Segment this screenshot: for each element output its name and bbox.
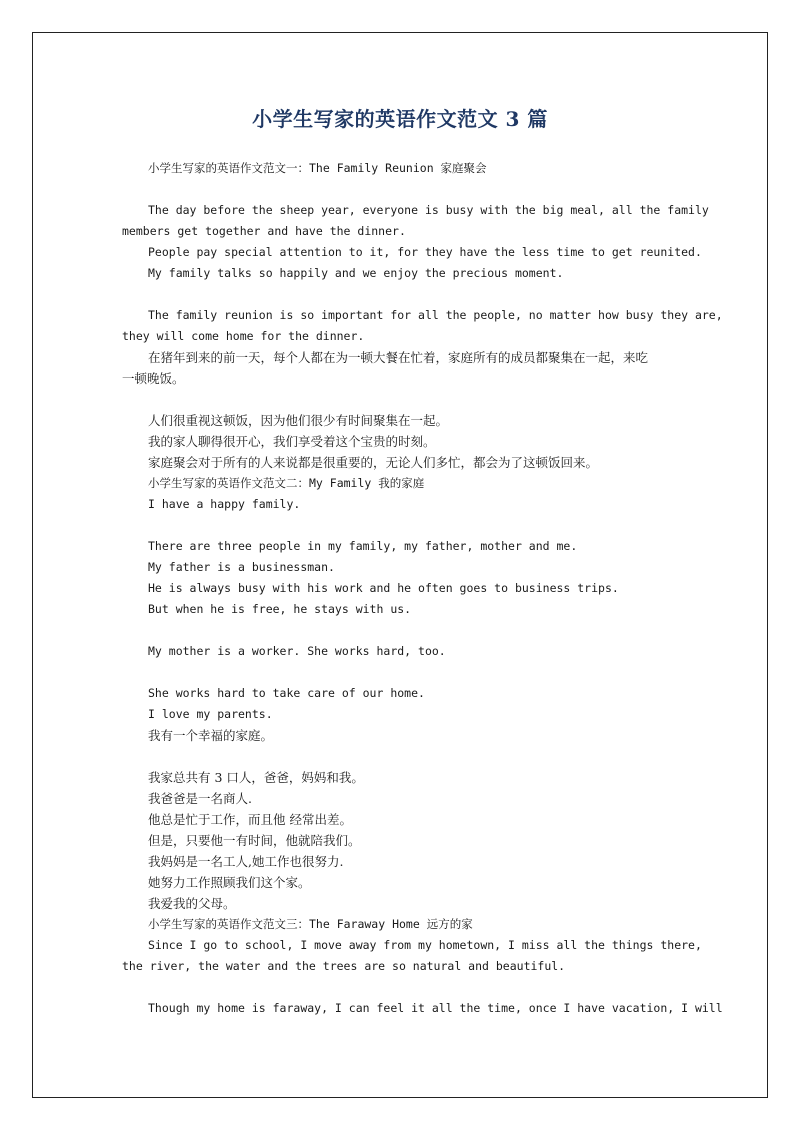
paragraph-line: the river, the water and the trees are so natural and beautiful. [122,959,566,973]
paragraph-line: Since I go to school, I move away from my hometown, I miss all the things there, [148,938,702,952]
paragraph-line: He is always busy with his work and he often goes to business trips. [148,581,619,595]
blank-line [122,662,680,683]
paragraph-line: 我的家人聊得很开心，我们享受着这个宝贵的时刻。 [148,434,436,449]
blank-line [122,179,680,200]
paragraph-line: The family reunion is so important for all the people, no matter how busy they are, [148,308,723,322]
paragraph-line: 小学生写家的英语作文范文一：The Family Reunion 家庭聚会 [148,161,487,175]
paragraph-line: 人们很重视这顿饭，因为他们很少有时间聚集在一起。 [148,413,449,428]
document-body [122,158,723,1019]
blank-line [122,515,680,536]
paragraph-line: People pay special attention to it, for they have the less time to get reunited. [148,245,702,259]
paragraph-line: 一顿晚饭。 [122,371,185,386]
paragraph-line: members get together and have the dinner. [122,224,406,238]
paragraph-line: 我爸爸是一名商人. [148,791,252,806]
paragraph-line: I have a happy family. [148,497,301,511]
blank-line [122,977,680,998]
blank-line [122,284,680,305]
paragraph-line: 家庭聚会对于所有的人来说都是很重要的，无论人们多忙，都会为了这顿饭回来。 [148,455,599,470]
paragraph-line: My family talks so happily and we enjoy the precious moment. [148,266,564,280]
paragraph-line: they will come home for the dinner. [122,329,365,343]
blank-line [122,620,680,641]
paragraph-line: 我家总共有 3 口人，爸爸，妈妈和我。 [148,770,364,785]
blank-line [122,389,680,410]
paragraph-line: But when he is free, he stays with us. [148,602,412,616]
paragraph-line: My mother is a worker. She works hard, too. [148,644,446,658]
paragraph-line: 小学生写家的英语作文范文三：The Faraway Home 远方的家 [148,917,473,931]
paragraph-line: 在猪年到来的前一天，每个人都在为一顿大餐在忙着，家庭所有的成员都聚集在一起，来吃 [148,350,649,365]
paragraph-line: She works hard to take care of our home. [148,686,425,700]
paragraph-line: 我妈妈是一名工人,她工作也很努力. [148,854,344,869]
paragraph-line: The day before the sheep year, everyone is busy with the big meal, all the family [148,203,709,217]
paragraph-line: 他总是忙于工作，而且他 经常出差。 [148,812,352,827]
paragraph-line: 我有一个幸福的家庭。 [148,728,274,743]
paragraph-line: 但是，只要他一有时间，他就陪我们。 [148,833,361,848]
paragraph-line: There are three people in my family, my father, mother and me. [148,539,578,553]
paragraph-line: 小学生写家的英语作文范文二：My Family 我的家庭 [148,476,425,490]
paragraph-line: 我爱我的父母。 [148,896,236,911]
paragraph-line: Though my home is faraway, I can feel it all the time, once I have vacation, I will [148,1001,723,1015]
paragraph-line: 她努力工作照顾我们这个家。 [148,875,311,890]
paragraph-line: My father is a businessman. [148,560,335,574]
blank-line [122,746,680,767]
paragraph-line: I love my parents. [148,707,273,721]
document-title: 小学生写家的英语作文范文 3 篇 [252,107,548,131]
